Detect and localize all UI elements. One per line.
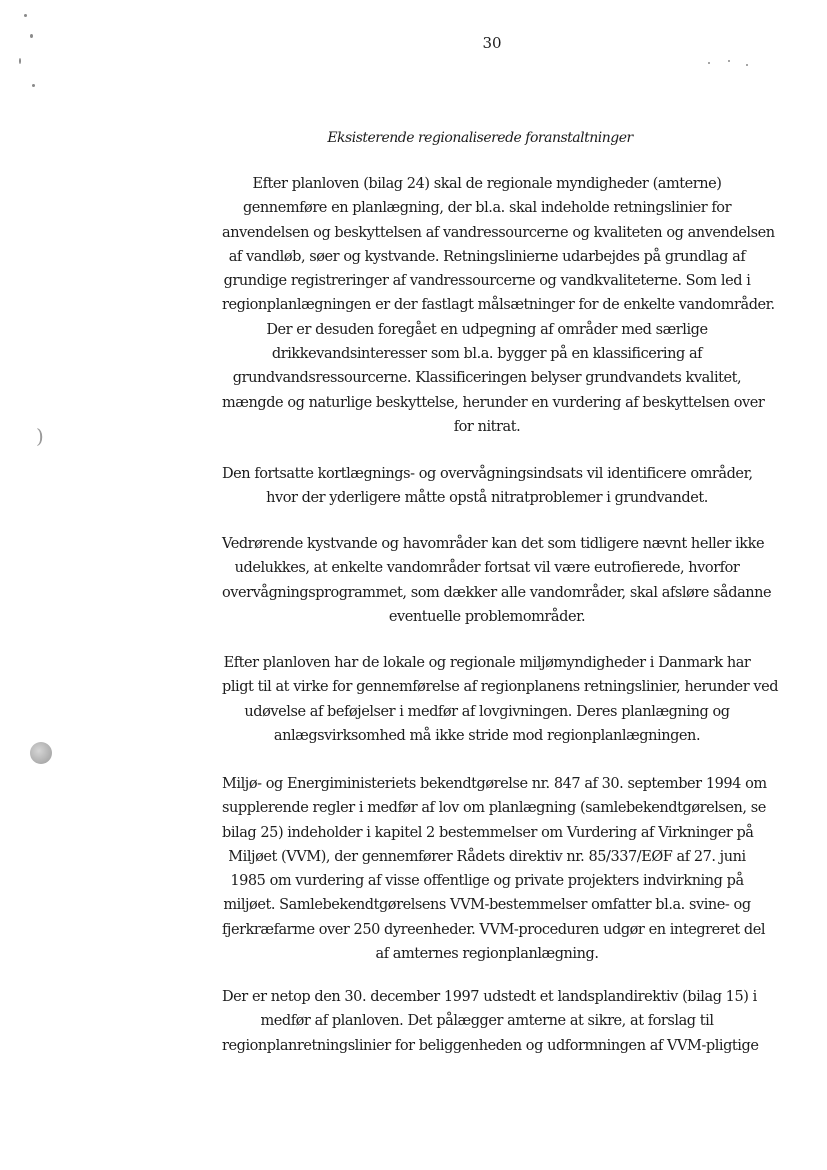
paragraph-regional-planning <box>222 172 775 439</box>
scan-speck <box>728 60 730 62</box>
paragraph-local-authorities <box>222 651 779 748</box>
text-line: Den fortsatte kortlægnings- og overvågningsindsats vil identificere områder, <box>222 466 753 482</box>
text-line: udøvelse af beføjelser i medfør af lovgivningen. Deres planlægning og <box>244 703 730 720</box>
text-line: mængde og naturlige beskyttelse, herunder en vurdering af beskyttelsen over <box>222 394 765 411</box>
text-line: Efter planloven (bilag 24) skal de regionale myndigheder (amterne) <box>252 176 722 192</box>
text-line: supplerende regler i medfør af lov om planlægning (samlebekendtgørelsen, se <box>222 800 766 817</box>
text-line: grundige registreringer af vandressourcerne og vandkvaliteterne. Som led i <box>223 273 751 290</box>
text-line: bilag 25) indeholder i kapitel 2 bestemmelser om Vurdering af Virkninger på <box>222 824 754 841</box>
paragraph-coastal-waters <box>222 532 772 629</box>
text-line: for nitrat. <box>453 418 521 435</box>
page-number: 30 <box>482 34 502 52</box>
scan-speck <box>746 64 748 66</box>
text-line: anvendelsen og beskyttelsen af vandressourcerne og kvaliteten og anvendelsen <box>222 224 775 241</box>
scan-speck <box>30 34 33 38</box>
text-line: overvågningsprogrammet, som dækker alle vandområder, skal afsløre sådanne <box>222 584 772 601</box>
text-line: medfør af planloven. Det pålægger amterne at sikre, at forslag til <box>260 1013 714 1030</box>
paragraph-monitoring <box>222 462 752 511</box>
text-line: gennemføre en planlægning, der bl.a. skal indeholde retningslinier for <box>242 200 732 217</box>
scan-speck <box>24 14 27 17</box>
margin-mark: ) <box>36 424 44 448</box>
text-line: pligt til at virke for gennemførelse af regionplanens retningslinier, herunder ved <box>222 679 779 696</box>
text-line: Miljøet (VVM), der gennemfører Rådets direktiv nr. 85/337/EØF af 27. juni <box>228 848 746 865</box>
text-line: grundvandsressourcerne. Klassificeringen belyser grundvandets kvalitet, <box>232 370 742 387</box>
punch-hole <box>30 742 52 764</box>
text-line: Efter planloven har de lokale og regionale miljømyndigheder i Danmark har <box>223 655 751 671</box>
paragraph-vvm-regulation <box>222 772 767 966</box>
text-line: regionplanretningslinier for beliggenheden og udformningen af VVM-pligtige <box>222 1037 759 1054</box>
text-line: anlægsvirksomhed må ikke stride mod regionplanlægningen. <box>273 727 701 744</box>
text-line: miljøet. Samlebekendtgørelsens VVM-bestemmelser omfatter bl.a. svine- og <box>223 897 751 914</box>
text-line: regionplanlægningen er der fastlagt målsætninger for de enkelte vandområder. <box>222 297 775 314</box>
text-line: Miljø- og Energiministeriets bekendtgørelse nr. 847 af 30. september 1994 om <box>222 776 767 792</box>
text-line: Der er netop den 30. december 1997 udstedt et landsplandirektiv (bilag 15) i <box>222 989 757 1005</box>
section-title: Eksisterende regionaliserede foranstaltninger <box>327 130 633 146</box>
paragraph-national-directive <box>222 985 759 1058</box>
text-line: drikkevandsinteresser som bl.a. bygger på en klassificering af <box>271 346 703 363</box>
text-line: hvor der yderligere måtte opstå nitratproblemer i grundvandet. <box>266 490 708 507</box>
scan-speck <box>708 62 710 64</box>
text-line: af amternes regionplanlægning. <box>375 946 599 963</box>
text-line: af vandløb, søer og kystvande. Retningslinierne udarbejdes på grundlag af <box>228 248 746 265</box>
text-line: udelukkes, at enkelte vandområder fortsat vil være eutrofierede, hvorfor <box>234 560 740 577</box>
scan-speck <box>19 58 21 64</box>
text-line: fjerkræfarme over 250 dyreenheder. VVM-proceduren udgør en integreret del <box>222 921 766 938</box>
text-line: Der er desuden foregået en udpegning af områder med særlige <box>266 321 708 338</box>
text-line: 1985 om vurdering af visse offentlige og private projekters indvirkning på <box>230 873 744 890</box>
scan-speck <box>32 84 35 87</box>
text-line: Vedrørende kystvande og havområder kan det som tidligere nævnt heller ikke <box>222 536 765 552</box>
text-line: eventuelle problemområder. <box>388 608 586 625</box>
